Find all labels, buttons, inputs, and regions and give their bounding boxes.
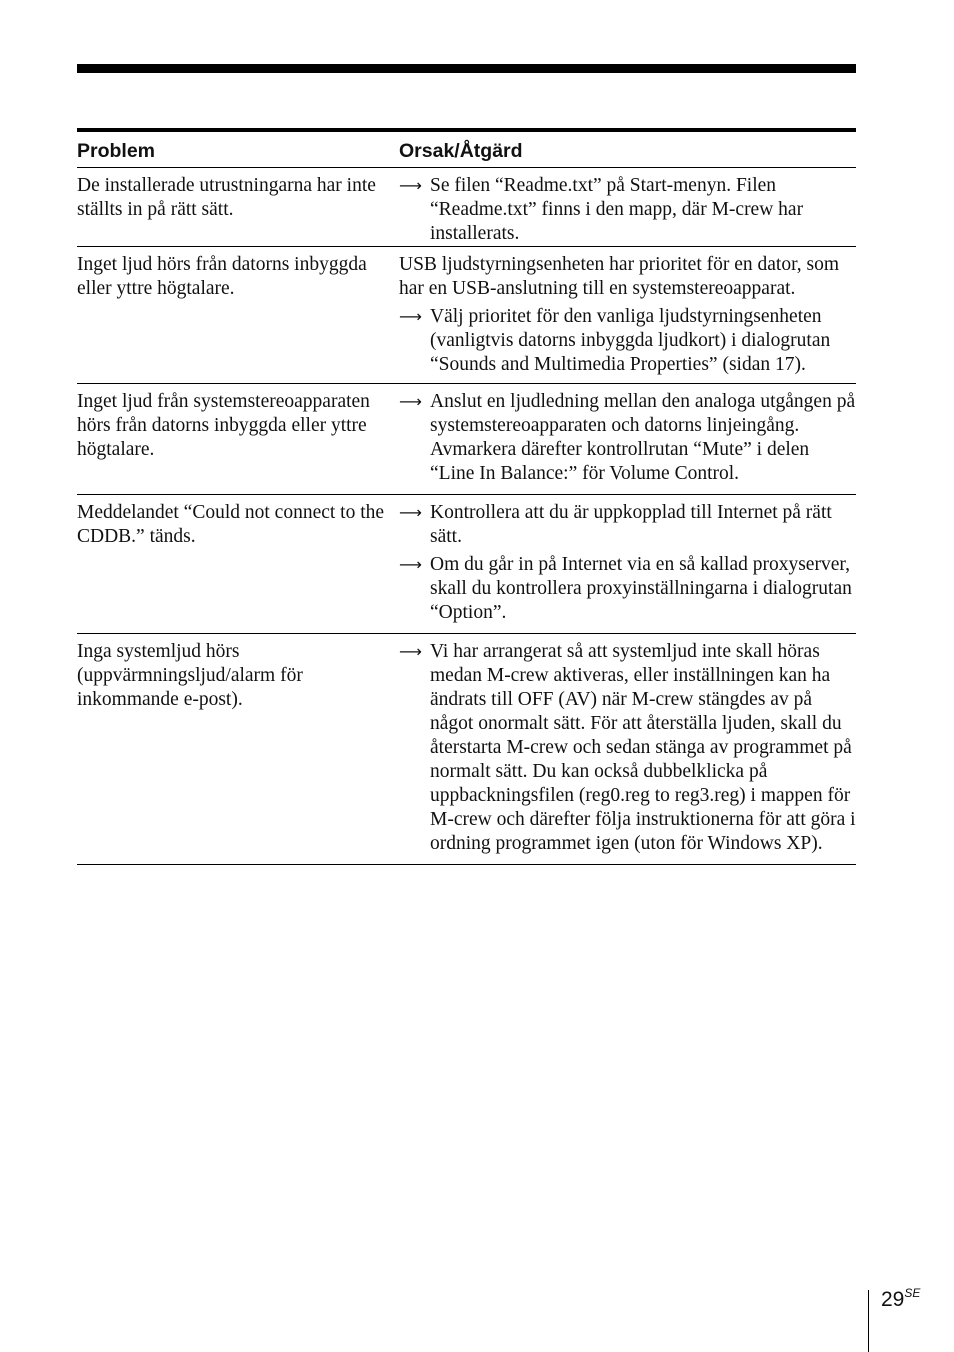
action-text: Kontrollera att du är uppkopplad till Internet på rätt sätt. [430,502,832,547]
problem-cell: Meddelandet “Could not connect to the CDDB.” tänds. [77,502,385,547]
top-rule [77,64,856,73]
action-text: Vi har arrangerat så att systemljud inte skall höras medan M-crew aktiveras, eller inställningen kan ha ändrats till OFF (AV) när M-crew stängdes av på något onormalt sätt. För att återställa ljuden, skall du återstarta M-crew och sedan stänga av programmet på normalt sätt. Du kan också dubbelklicka på uppbackningsfilen (reg0.reg to reg3.reg) i mappen för M-crew och därefter följa instruktionerna för att göra i ordning programmet igen (uton för Windows XP). [430,641,856,854]
table-row [77,495,856,634]
cause-action-cell [399,640,856,856]
arrow-icon: ⟶ [399,307,422,326]
action-item [399,174,856,246]
action-item [399,640,856,856]
header-cause-action: Orsak/Åtgärd [399,140,523,162]
table-row [77,384,856,495]
action-item [399,305,856,377]
cause-text: USB ljudstyrningsenheten har prioritet för en dator, som har en USB-anslutning till en systemstereoapparat. [399,254,840,299]
page-number-suffix: SE [904,1286,921,1300]
table-row [77,634,856,865]
page-number-value: 29 [881,1288,905,1311]
arrow-icon: ⟶ [399,176,422,195]
table-header [77,132,856,168]
troubleshooting-table [77,128,856,865]
action-text: Om du går in på Internet via en så kallad proxyserver, skall du kontrollera proxyinställningarna i dialogrutan “Option”. [430,554,852,623]
problem-cell: De installerade utrustningarna har inte ställts in på rätt sätt. [77,175,376,220]
table-row [77,247,856,384]
action-item [399,501,856,549]
table-body [77,168,856,865]
problem-cell: Inget ljud hörs från datorns inbyggda eller yttre högtalare. [77,254,367,299]
table-row [77,168,856,247]
header-problem: Problem [77,140,156,162]
page-number [881,1286,920,1312]
action-text: Anslut en ljudledning mellan den analoga utgången på systemstereoapparaten och datorns linjeingång. Avmarkera därefter kontrollrutan “Mute” i delen “Line In Balance:” för Volume Control. [430,391,856,484]
cause-action-cell [399,501,856,625]
action-item [399,553,856,625]
problem-cell: Inga systemljud hörs (uppvärmningsljud/alarm för inkommande e-post). [77,641,303,710]
cause-action-cell [399,174,856,246]
action-text: Välj prioritet för den vanliga ljudstyrningsenheten (vanligtvis datorns inbyggda ljudkort) i dialogrutan “Sounds and Multimedia Properties” (sidan 17). [430,306,831,375]
arrow-icon: ⟶ [399,555,422,574]
page-number-rule [868,1290,869,1352]
arrow-icon: ⟶ [399,642,422,661]
arrow-icon: ⟶ [399,392,422,411]
cause-action-cell [399,253,856,377]
problem-cell: Inget ljud från systemstereoapparaten hörs från datorns inbyggda eller yttre högtalare. [77,391,370,460]
action-text: Se filen “Readme.txt” på Start-menyn. Filen “Readme.txt” finns i den mapp, där M-crew har installerats. [430,175,804,244]
cause-action-cell [399,390,856,486]
action-item [399,390,856,486]
arrow-icon: ⟶ [399,503,422,522]
